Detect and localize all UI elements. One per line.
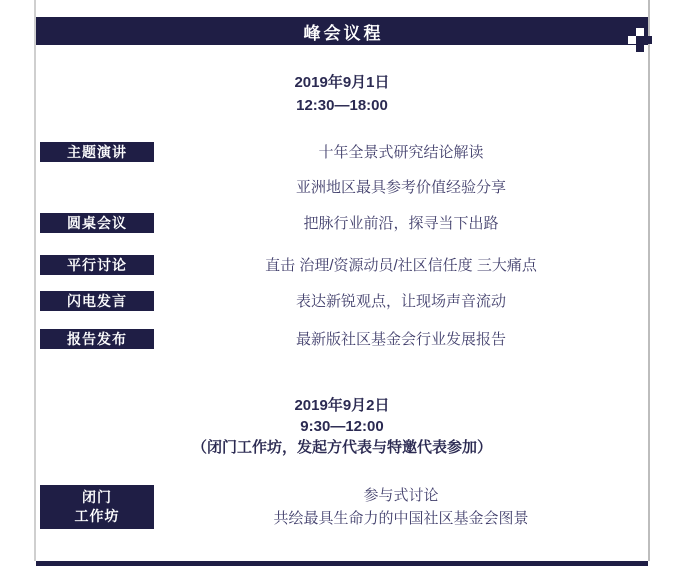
agenda-row-workshop [36,484,648,530]
bottom-divider [36,561,648,566]
workshop-desc-line1: 参与式讨论 [363,487,439,504]
session-desc [154,484,648,530]
agenda-row-keynote [36,141,648,162]
agenda-row-roundtable [36,212,648,233]
agenda-row-lightning [36,290,648,311]
session-desc: 把脉行业前沿，探寻当下出路 [303,215,499,232]
session-type-badge: 主题演讲 [40,142,154,162]
agenda-row-keynote-extra [36,176,648,197]
day2-note: （闭门工作坊，发起方代表与特邀代表参加） [191,439,492,456]
session-desc: 直击 治理/资源动员/社区信任度 三大痛点 [265,257,537,274]
session-type-badge: 报告发布 [40,329,154,349]
session-type-badge: 平行讨论 [40,255,154,275]
day1-date: 2019年9月1日 [294,74,390,91]
agenda-row-report [36,328,648,349]
day1-time: 12:30—18:00 [296,97,388,114]
day2-time: 9:30—12:00 [300,418,384,435]
workshop-label-line1: 闭门 [82,489,112,505]
session-type-badge: 闪电发言 [40,291,154,311]
session-desc: 表达新锐观点，让现场声音流动 [295,293,506,310]
session-type-badge: 圆桌会议 [40,213,154,233]
workshop-desc-line2: 共绘最具生命力的中国社区基金会图景 [273,510,529,527]
agenda-card [34,0,650,561]
session-desc: 十年全景式研究结论解读 [318,144,484,161]
day2-date-block [36,395,648,458]
day1-date-block [36,71,648,117]
agenda-row-parallel [36,254,648,275]
day2-date: 2019年9月2日 [294,397,390,414]
page-title: 峰会议程 [303,23,384,43]
agenda-header-bar [36,17,648,45]
session-desc: 最新版社区基金会行业发展报告 [295,331,506,348]
session-desc: 亚洲地区最具参考价值经验分享 [295,179,506,196]
session-type-badge [40,485,154,529]
workshop-label-line2: 工作坊 [74,508,120,524]
